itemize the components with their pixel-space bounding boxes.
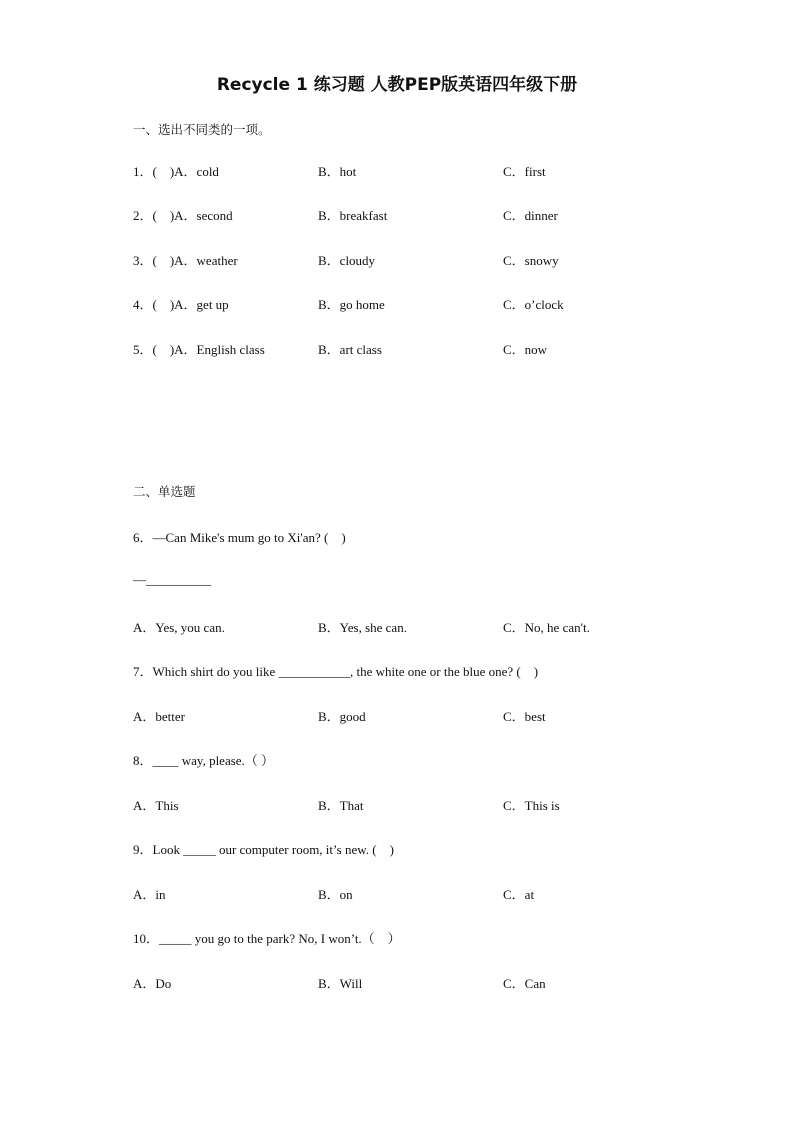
question-10-option-b: B．Will (318, 976, 363, 991)
page-title: Recycle 1 练习题 人教PEP版英语四年级下册 (216, 75, 578, 95)
question-5-option-c: C．now (503, 342, 548, 357)
question-7-stem: 7．Which shirt do you like ___________, the white one or the blue one? ( ) (133, 664, 539, 679)
section-1-heading: 一、选出不同类的一项。 (133, 122, 271, 137)
question-8-stem: 8．____ way, please.（ ） (133, 753, 275, 768)
question-6-answer-line: —__________ (133, 572, 211, 587)
question-10-stem: 10．_____ you go to the park? No, I won’t.（ ） (133, 931, 401, 946)
question-7-option-b: B．good (318, 709, 366, 724)
question-8-option-c: C．This is (503, 798, 560, 813)
question-1-option-a: 1．( )A．cold (133, 164, 219, 179)
question-9-option-c: C．at (503, 887, 535, 902)
question-3-option-c: C．snowy (503, 253, 559, 268)
question-10-option-c: C．Can (503, 976, 546, 991)
question-6-stem: 6．—Can Mike's mum go to Xi'an? ( ) (133, 530, 346, 545)
question-9-option-b: B．on (318, 887, 353, 902)
question-4-option-c: C．o’clock (503, 297, 564, 312)
question-3-option-a: 3．( )A．weather (133, 253, 238, 268)
question-7-option-a: A．better (133, 709, 185, 724)
question-1-option-b: B．hot (318, 164, 357, 179)
question-2-option-a: 2．( )A．second (133, 208, 233, 223)
question-6-option-b: B．Yes, she can. (318, 620, 407, 635)
question-6-option-a: A．Yes, you can. (133, 620, 225, 635)
question-2-option-c: C．dinner (503, 208, 558, 223)
question-1-option-c: C．first (503, 164, 546, 179)
question-6-option-c: C．No, he can't. (503, 620, 590, 635)
question-2-option-b: B．breakfast (318, 208, 388, 223)
section-2-heading: 二、单选题 (133, 484, 196, 499)
question-10-option-a: A．Do (133, 976, 172, 991)
question-8-option-a: A．This (133, 798, 179, 813)
question-9-option-a: A．in (133, 887, 166, 902)
question-9-stem: 9．Look _____ our computer room, it’s new. ( ) (133, 842, 394, 857)
question-3-option-b: B．cloudy (318, 253, 376, 268)
question-7-option-c: C．best (503, 709, 546, 724)
question-5-option-a: 5．( )A．English class (133, 342, 265, 357)
question-8-option-b: B．That (318, 798, 364, 813)
question-5-option-b: B．art class (318, 342, 382, 357)
question-4-option-b: B．go home (318, 297, 385, 312)
question-4-option-a: 4．( )A．get up (133, 297, 229, 312)
